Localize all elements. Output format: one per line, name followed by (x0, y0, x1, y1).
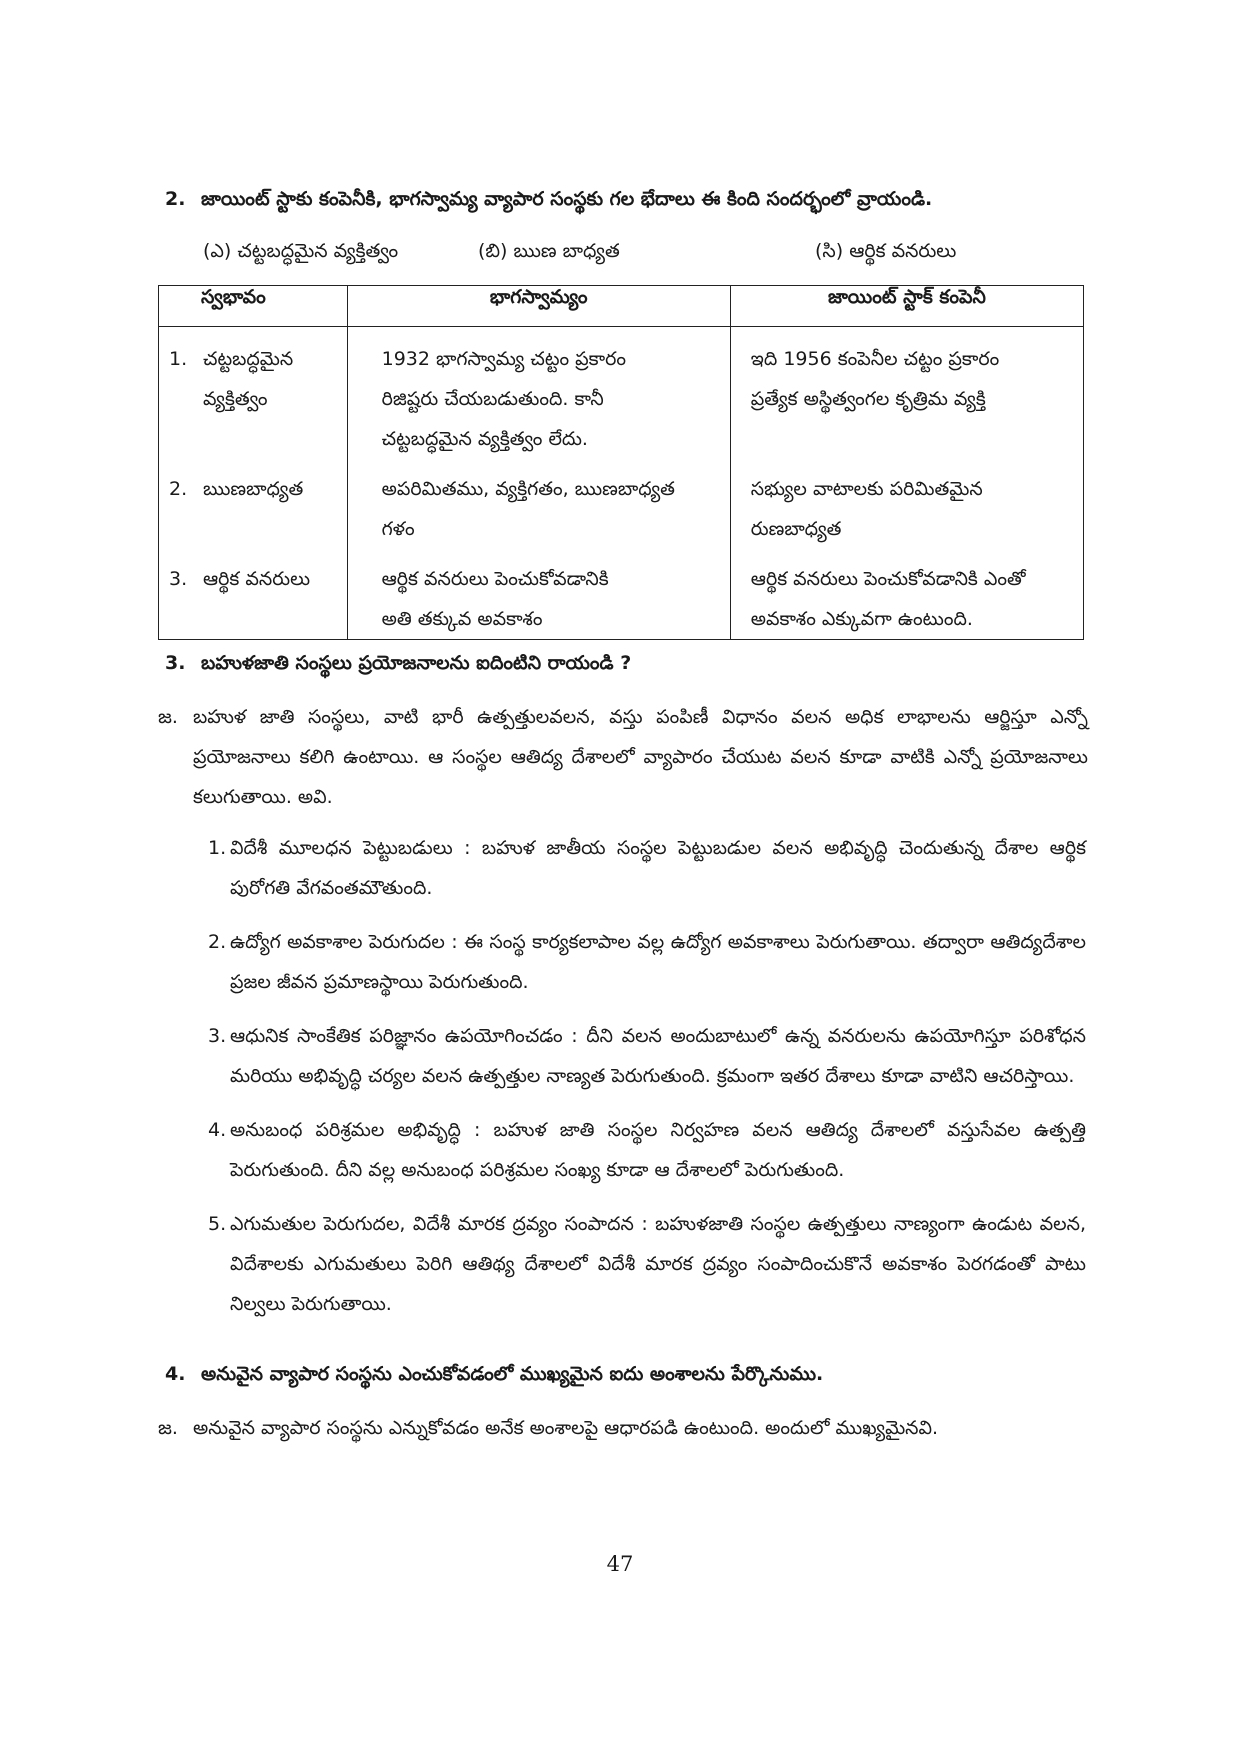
comparison-table (158, 285, 1084, 640)
item-number: 5. (208, 1213, 227, 1235)
aspect-b: (బి) ఋణ బాధ్యత (478, 240, 620, 262)
item-text: ఉద్యోగ అవకాశాల పెరుగుదల : ఈ సంస్థ కార్యకలాపాల వల్ల ఉద్యోగ అవకాశాలు పెరుగుతాయి. తద్వారా ఆతిద్యదేశాల ప్రజల జీవన ప్రమాణస్థాయి పెరుగుతుంది. (230, 931, 1086, 993)
item-text: ఆధునిక సాంకేతిక పరిజ్ఞానం ఉపయోగించడం : దీని వలన అందుబాటులో ఉన్న వనరులను ఉపయోగిస్తూ పరిశోధన మరియు అభివృద్ధి చర్యల వలన ఉత్పత్తుల నాణ్యత పెరుగుతుంది. క్రమంగా ఇతర దేశాలు కూడా వాటిని ఆచరిస్తాయి. (230, 1025, 1086, 1087)
item-number: 4. (208, 1119, 227, 1141)
cell-line: చట్టబద్ధమైన (203, 348, 294, 370)
cell-line: ఆర్థిక వనరులు పెంచుకోవడానికి (381, 568, 609, 590)
cell-line: సభ్యుల వాటాలకు పరిమితమైన (750, 478, 983, 500)
question-number: 2. (165, 188, 186, 210)
cell-company (730, 549, 1083, 640)
answer-3 (158, 697, 1088, 817)
question-3 (165, 652, 631, 679)
cell-partnership (347, 327, 730, 460)
list-item (208, 828, 1086, 908)
item-text: ఎగుమతుల పెరుగుదల, విదేశీ మారక ద్రవ్యం సంపాదన : బహుళజాతి సంస్థల ఉత్పత్తులు నాణ్యంగా ఉండుట వలన, విదేశాలకు ఎగుమతులు పెరిగి ఆతిథ్య దేశాలలో విదేశీ మారక ద్రవ్యం సంపాదించుకొనే అవకాశం పెరగడంతో పాటు నిల్వలు పెరుగుతాయి. (230, 1213, 1086, 1315)
cell-line: ప్రత్యేక అస్థిత్వంగల కృత్రిమ వ్యక్తి (750, 388, 986, 410)
cell-partnership (347, 549, 730, 640)
cell-line: ఇది 1956 కంపెనీల చట్టం ప్రకారం (750, 348, 1000, 370)
item-text: విదేశీ మూలధన పెట్టుబడులు : బహుళ జాతీయ సంస్థల పెట్టుబడుల వలన అభివృద్ధి చెందుతున్న దేశాల ఆర్థిక పురోగతి వేగవంతమౌతుంది. (230, 837, 1086, 899)
aspect-a: (ఎ) చట్టబద్ధమైన వ్యక్తిత్వం (203, 240, 399, 262)
cell-line: అతి తక్కువ అవకాశం (381, 608, 543, 630)
cell-nature (159, 549, 348, 640)
cell-partnership (347, 459, 730, 549)
cell-line: ఆర్థిక వనరులు పెంచుకోవడానికి ఎంతో (750, 568, 1026, 590)
item-text: అనుబంధ పరిశ్రమల అభివృద్ధి : బహుళ జాతి సంస్థల నిర్వహణ వలన ఆతిద్య దేశాలలో వస్తుసేవల ఉత్పత్తి పెరుగుతుంది. దీని వల్ల అనుబంధ పరిశ్రమల సంఖ్య కూడా ఆ దేశాలలో పెరుగుతుంది. (230, 1119, 1086, 1181)
item-number: 2. (208, 931, 227, 953)
question-text: బహుళజాతి సంస్థలు ప్రయోజనాలను ఐదింటిని రాయండి ? (201, 652, 632, 674)
list-item (208, 1204, 1086, 1324)
answer-text: బహుళ జాతి సంస్థలు, వాటి భారీ ఉత్పత్తులవలన, వస్తు పంపిణీ విధానం వలన అధిక లాభాలను ఆర్జిస్తూ ఎన్నో ప్రయోజనాలు కలిగి ఉంటాయి. ఆ సంస్థల ఆతిద్య దేశాలలో వ్యాపారం చేయుట వలన కూడా వాటికి ఎన్నో ప్రయోజనాలు కలుగుతాయి. అవి. (193, 706, 1088, 808)
item-number: 3. (208, 1025, 227, 1047)
page-number: 47 (606, 1552, 634, 1576)
question-number: 3. (165, 652, 186, 674)
header-company: జాయింట్ స్టాక్ కంపెనీ (730, 286, 1083, 327)
cell-line: రుణబాధ్యత (750, 518, 842, 540)
question-text: అనువైన వ్యాపార సంస్థను ఎంచుకోవడంలో ముఖ్యమైన ఐదు అంశాలను పేర్కొనుము. (201, 1363, 824, 1385)
cell-line: వ్యక్తిత్వం (203, 388, 268, 410)
benefits-list (208, 828, 1086, 1338)
row-number: 3. (169, 568, 188, 590)
question-2 (165, 188, 1165, 215)
question-text: జాయింట్ స్టాకు కంపెనీకి, భాగస్వామ్య వ్యాపార సంస్థకు గల భేదాలు ఈ కింది సందర్భంలో వ్రాయండి. (201, 188, 933, 210)
answer-text: అనువైన వ్యాపార సంస్థను ఎన్నుకోవడం అనేక అంశాలపై ఆధారపడి ఉంటుంది. అందులో ముఖ్యమైనవి. (193, 1417, 939, 1439)
cell-company (730, 327, 1083, 460)
list-item (208, 1016, 1086, 1096)
cell-line: ఆర్థిక వనరులు (203, 568, 311, 590)
answer-lead: జ. (158, 706, 178, 728)
cell-line: 1932 భాగస్వామ్య చట్టం ప్రకారం (381, 348, 627, 370)
header-nature: స్వభావం (159, 286, 348, 327)
row-number: 1. (169, 348, 188, 370)
question-4 (165, 1363, 823, 1390)
cell-line: అవకాశం ఎక్కువగా ఉంటుంది. (750, 608, 973, 630)
header-partnership: భాగస్వామ్యం (347, 286, 730, 327)
cell-nature (159, 459, 348, 549)
question-number: 4. (165, 1363, 186, 1385)
item-number: 1. (208, 837, 227, 859)
cell-line: అపరిమితము, వ్యక్తిగతం, ఋణబాధ్యత (381, 478, 675, 500)
cell-line: ఋణబాధ్యత (203, 478, 304, 500)
aspect-c: (సి) ఆర్థిక వనరులు (815, 240, 957, 262)
answer-4 (158, 1408, 1088, 1448)
cell-nature (159, 327, 348, 460)
row-number: 2. (169, 478, 188, 500)
table-row (159, 327, 1084, 460)
answer-lead: జ. (158, 1417, 178, 1439)
list-item (208, 922, 1086, 1002)
table-header-row (159, 286, 1084, 327)
list-item (208, 1110, 1086, 1190)
cell-company (730, 459, 1083, 549)
cell-line: గళం (381, 518, 415, 540)
table-row (159, 549, 1084, 640)
cell-line: చట్టబద్ధమైన వ్యక్తిత్వం లేదు. (381, 428, 588, 450)
cell-line: రిజిష్టరు చేయబడుతుంది. కానీ (381, 388, 604, 410)
table-row (159, 459, 1084, 549)
